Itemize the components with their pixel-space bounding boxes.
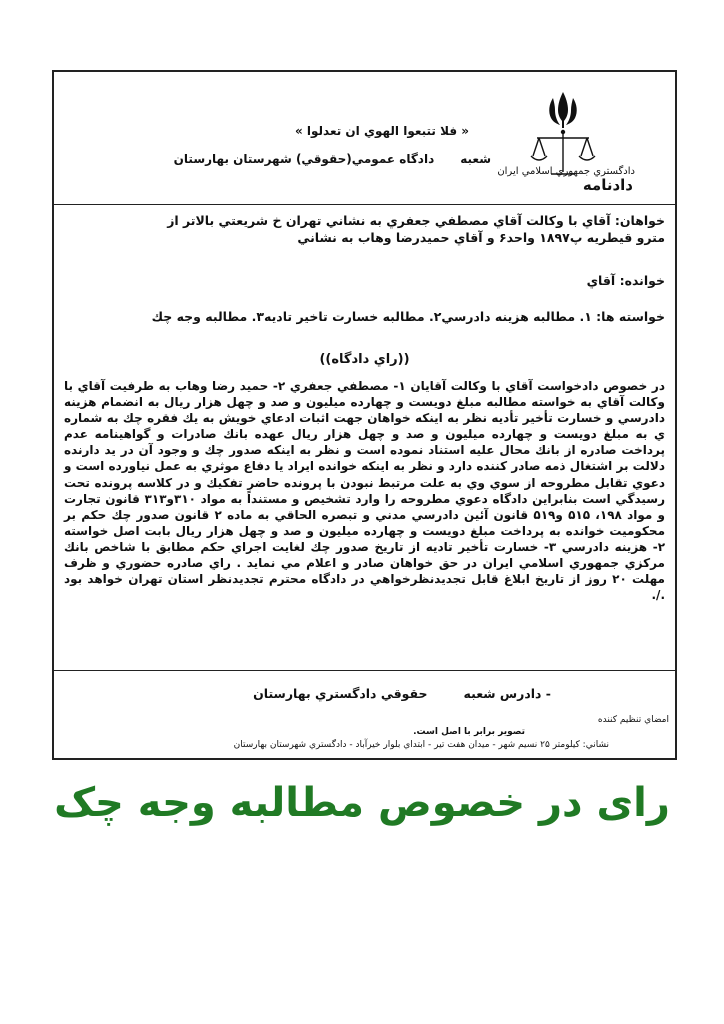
- plaintiff-section: [60, 212, 665, 246]
- quran-verse: « فلا تتبعوا الهوي ان تعدلوا »: [294, 124, 469, 138]
- verdict-heading: ((راي دادگاه)): [319, 352, 410, 367]
- court-reference: حقوقي دادگستري بهارستان: [253, 686, 428, 701]
- document-header: [54, 72, 675, 194]
- header-divider: [54, 204, 675, 205]
- court-branch-line: [174, 152, 491, 166]
- plaintiff-line-2: مترو قيطريه پ۱۸۹۷ واحد۶ و آقاي حميدرضا وهاب به نشاني: [297, 230, 665, 245]
- page-caption: رای در خصوص مطالبه وجه چک: [54, 780, 670, 826]
- document-title: دادنامه: [582, 176, 633, 194]
- copy-certification-note: تصوير برابر با اصل است.: [413, 727, 525, 737]
- claim-line: خواسته ها: ۱. مطالبه هزينه دادرسي۲. مطالبه خسارت تاخير تاديه۳. مطالبه وجه چك: [151, 309, 665, 324]
- defendant-line: خوانده: آقاي: [586, 273, 665, 288]
- plaintiff-line-1: خواهان: آقاي با وكالت آقاي مصطفي جعفري به نشاني تهران خ شريعتي بالاتر از: [167, 213, 665, 228]
- court-name: دادگاه عمومي(حقوقي) شهرستان بهارستان: [173, 152, 435, 166]
- decision-document: [52, 70, 677, 760]
- branch-label: شعبه: [460, 152, 491, 166]
- verdict-body: در خصوص دادخواست آقاي با وكالت آقايان ۱- مصطفي جعفري ۲- حميد رضا وهاب به طرفيت آقاي با وكالت آقاي به خواسته مطالبه مبلغ دويست و چهارده ميليون و صد و چهل هزار ريال به انضمام هزينه دادرسي و خسارت تأخير تأديه نظر به اينكه خواهان جهت اثبات ادعاي خويش به يك فقره چك به شماره ي به مبلغ دويست و چهارده ميليون و صد و چهل هزار ريال عهده بانك صادرات و گواهينامه عدم پرداخت صادره از بانك محال عليه استناد نموده است و نظر به اينكه صدور چك و وجود آن در يد دارنده دلالت بر اشتغال ذمه صادر كننده دارد و نظر به اينكه خوانده ايراد يا دفاع موثري به عمل نياورده است و دعوي تقابل مطروحه از سوي وي به علت مرتبط نبودن با پرونده حاضر تفكيك و در كلاسه پرونده تحت رسيدگي است بنابراين دادگاه دعوي مطروحه را وارد تشخيص و مستنداً به مواد ۳۱۰و۳۱۳ قانون تجارت و مواد ۱۹۸، ۵۱۵ و۵۱۹ قانون آئين دادرسي مدني و تبصره الحاقي به ماده ۲ قانون صدور چك حكم بر محكوميت خوانده به پرداخت مبلغ دويست و چهارده ميليون و صد و چهل هزار ريال بابت اصل خواسته ۲- هزينه دادرسي ۳- خسارت تأخير تاديه از تاريخ صدور چك لغايت اجراي حكم مطابق با شاخص بانك مركزي جمهوري اسلامي ايران در حق خواهان صادر و اعلام مي نمايد . راي صادره حضوري و ظرف مهلت ۲۰ روز از تاريخ ابلاغ قابل تجديدنظرخواهي در دادگاه محترم تجديدنظر استان تهران خواهد بود ./.: [64, 379, 666, 603]
- judge-role: - دادرس شعبه: [463, 686, 551, 701]
- signer-label: امضاي تنظيم كننده: [597, 715, 669, 725]
- court-address: نشاني: كيلومتر ۲۵ نسيم شهر - ميدان هفت تير - ابتداي بلوار خيرآباد - دادگستري شهرستان بهارستان: [233, 740, 609, 750]
- footer-divider: [54, 670, 675, 671]
- signature-line: [253, 686, 551, 701]
- judiciary-label: دادگستري جمهوري اسلامي ايران: [497, 166, 635, 177]
